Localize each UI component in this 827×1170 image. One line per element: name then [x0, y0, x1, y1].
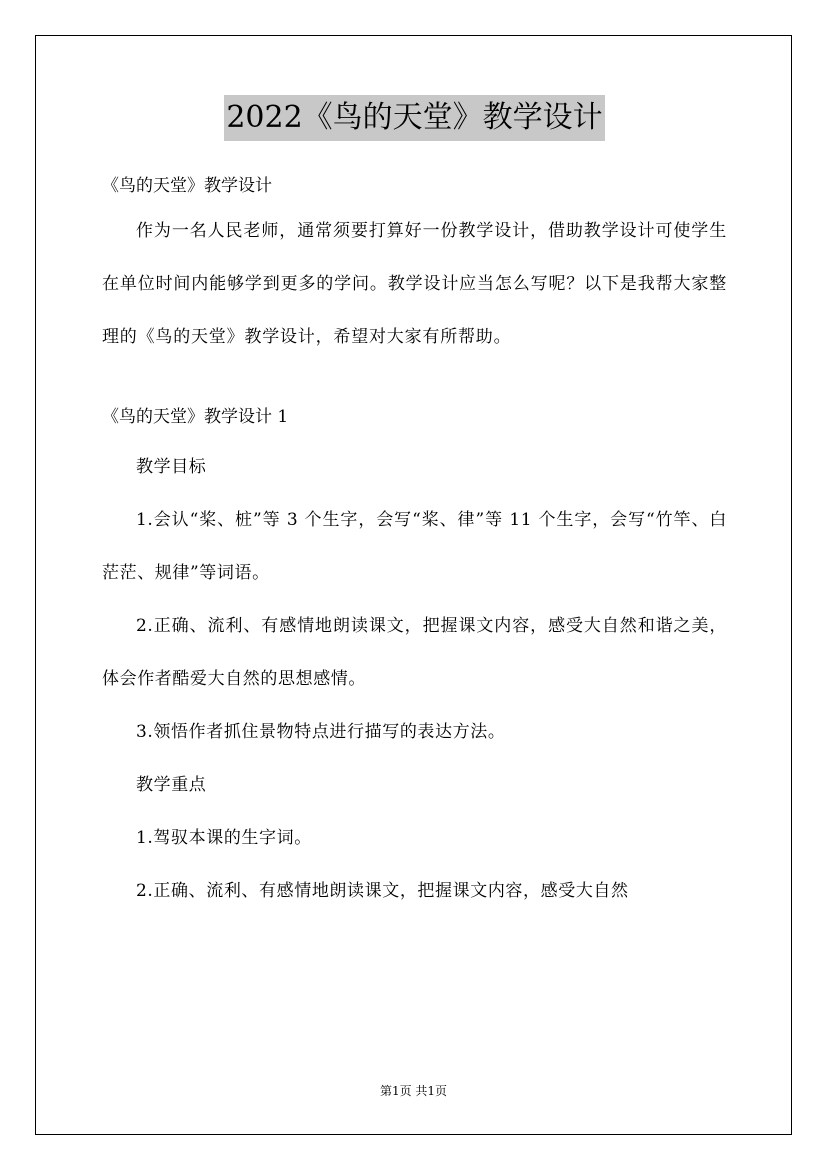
spacer	[102, 364, 727, 404]
intro-paragraph: 作为一名人民老师，通常须要打算好一份教学设计，借助教学设计可使学生在单位时间内能够学到更多的学问。教学设计应当怎么写呢？以下是我帮大家整理的《鸟的天堂》教学设计，希望对大家有所帮助。	[102, 221, 727, 347]
document-subtitle: 《鸟的天堂》教学设计	[102, 176, 272, 196]
section-title: 《鸟的天堂》教学设计 1	[102, 407, 289, 427]
goal-item-2: 2.正确、流利、有感情地朗读课文，把握课文内容，感受大自然和谐之美，体会作者酷爱大自然的思想感情。	[102, 616, 727, 689]
focus-item-1: 1.驾驭本课的生字词。	[136, 828, 312, 848]
focus-item-2: 2.正确、流利、有感情地朗读课文，把握课文内容，感受大自然	[136, 881, 629, 901]
document-body	[102, 95, 727, 918]
title-container	[102, 95, 727, 141]
heading-teaching-goals: 教学目标	[136, 457, 207, 477]
goal-item-1: 1.会认“桨、桩”等 3 个生字，会写“桨、律”等 11 个生字，会写“竹竿、白茫茫、规律”等词语。	[102, 510, 727, 583]
heading-teaching-focus: 教学重点	[136, 775, 207, 795]
goal-item-3: 3.领悟作者抓住景物特点进行描写的表达方法。	[136, 722, 506, 742]
document-title: 2022《鸟的天堂》教学设计	[224, 95, 604, 141]
page-footer: 第1页 共1页	[379, 1084, 448, 1098]
